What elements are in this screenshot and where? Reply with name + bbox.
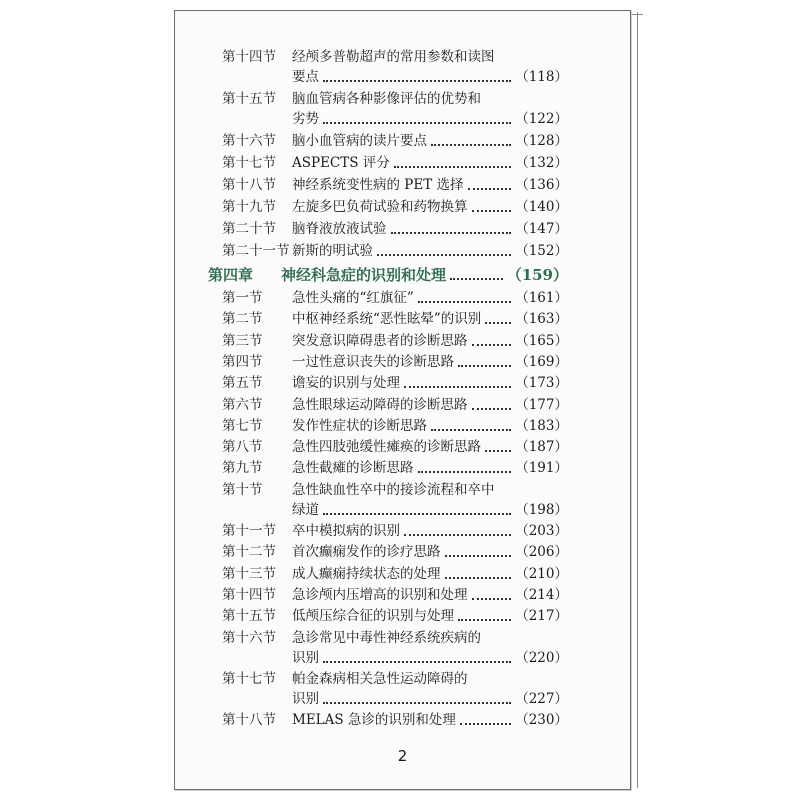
- toc-entry: [175, 458, 630, 478]
- dot-leader: [472, 344, 511, 346]
- section-number: 第一节: [222, 290, 263, 306]
- dot-leader: [418, 471, 511, 473]
- toc-entry: [175, 352, 630, 372]
- section-number: 第十四节: [222, 49, 276, 65]
- section-number: 第二节: [222, 311, 263, 328]
- toc-entry: [175, 416, 630, 436]
- section-page-number: （152）: [515, 243, 568, 259]
- toc-entry: [175, 288, 630, 308]
- toc-entry: [175, 585, 630, 605]
- section-title: 一过性意识丧失的诊断思路: [292, 353, 454, 370]
- section-title: 急性缺血性卒中的接诊流程和卒中: [292, 481, 495, 498]
- toc-entry: [175, 89, 630, 109]
- section-number: 第十二节: [222, 544, 276, 561]
- section-number: 第九节: [222, 460, 263, 477]
- chapter-title: 神经科急症的识别和处理: [281, 266, 447, 284]
- toc-entry: [175, 606, 630, 626]
- dot-leader: [323, 702, 511, 704]
- section-number: 第十一节: [222, 523, 276, 539]
- section-page-number: （169）: [515, 353, 568, 370]
- section-page-number: （206）: [515, 544, 568, 561]
- toc-entry: [175, 395, 630, 415]
- section-title-continuation: 要点: [292, 69, 319, 85]
- dot-leader: [391, 232, 511, 234]
- section-title: 卒中模拟病的识别: [292, 523, 400, 539]
- section-page-number: （140）: [515, 199, 568, 215]
- chapter-page-number: （159）: [506, 266, 568, 284]
- section-number: 第十三节: [222, 565, 276, 582]
- dot-leader: [460, 723, 511, 725]
- section-title: MELAS 急诊的识别和处理: [292, 712, 456, 729]
- section-number: 第十八节: [222, 712, 276, 729]
- section-number: 第十六节: [222, 629, 276, 646]
- section-page-number: （122）: [515, 111, 568, 127]
- dot-leader: [431, 429, 511, 431]
- section-page-number: （177）: [515, 396, 568, 413]
- section-page-number: （230）: [515, 712, 568, 729]
- section-number: 第十六节: [222, 133, 276, 149]
- toc-entry: [175, 197, 630, 217]
- section-number: 第二十节: [222, 221, 276, 237]
- section-title: 神经系统变性病的 PET 选择: [292, 177, 464, 193]
- dot-leader: [485, 450, 511, 452]
- book-page: [174, 10, 631, 790]
- toc-entry-continuation: [175, 689, 630, 709]
- dot-leader: [323, 513, 511, 515]
- toc-entry: [175, 669, 630, 689]
- section-title-continuation: 识别: [292, 649, 319, 666]
- section-title: 急性头痛的“红旗征”: [292, 290, 414, 306]
- page-edge-line: [637, 12, 638, 788]
- dot-leader: [445, 577, 511, 579]
- section-page-number: （161）: [515, 290, 568, 306]
- section-title: 谵妄的识别与处理: [292, 375, 400, 392]
- section-number: 第八节: [222, 439, 263, 456]
- section-title: 急性眼球运动障碍的诊断思路: [292, 396, 468, 413]
- section-page-number: （217）: [515, 608, 568, 625]
- dot-leader: [472, 598, 511, 600]
- section-title: 急诊颅内压增高的识别和处理: [292, 586, 468, 603]
- section-page-number: （214）: [515, 586, 568, 603]
- section-page-number: （227）: [515, 690, 568, 707]
- toc-entry: [175, 437, 630, 457]
- chapter-number: 第四章: [208, 266, 254, 284]
- section-page-number: （187）: [515, 439, 568, 456]
- section-title: 脑小血管病的读片要点: [292, 133, 427, 149]
- section-page-number: （210）: [515, 565, 568, 582]
- section-title-continuation: 劣势: [292, 111, 319, 127]
- section-title: 经颅多普勒超声的常用参数和读图: [292, 49, 495, 65]
- toc-entry: [175, 521, 630, 541]
- section-number: 第十九节: [222, 199, 276, 215]
- toc-entry: [175, 47, 630, 67]
- section-title: 脑血管病各种影像评估的优势和: [292, 91, 481, 107]
- section-number: 第十八节: [222, 177, 276, 193]
- section-number: 第十七节: [222, 155, 276, 171]
- dot-leader: [450, 278, 503, 280]
- toc-entry: [175, 175, 630, 195]
- toc-entry: [175, 564, 630, 584]
- dot-leader: [323, 80, 511, 82]
- section-title: 急性截瘫的诊断思路: [292, 460, 414, 477]
- section-page-number: （128）: [515, 133, 568, 149]
- toc-entry: [175, 628, 630, 648]
- section-number: 第十五节: [222, 608, 276, 625]
- section-title: 急诊常见中毒性神经系统疾病的: [292, 629, 481, 646]
- section-page-number: （136）: [515, 177, 568, 193]
- dot-leader: [377, 254, 511, 256]
- section-number: 第十节: [222, 481, 263, 498]
- dot-leader: [472, 210, 511, 212]
- section-number: 第七节: [222, 417, 263, 434]
- toc-entry: [175, 309, 630, 329]
- section-title: 急性四肢弛缓性瘫痪的诊断思路: [292, 439, 481, 456]
- section-page-number: （147）: [515, 221, 568, 237]
- dot-leader: [485, 322, 511, 324]
- section-title: 新斯的明试验: [292, 243, 373, 259]
- section-page-number: （191）: [515, 460, 568, 477]
- section-title: 首次癫痫发作的诊疗思路: [292, 544, 441, 561]
- section-number: 第六节: [222, 396, 263, 413]
- toc-entry-continuation: [175, 648, 630, 668]
- dot-leader: [431, 144, 511, 146]
- section-title-continuation: 识别: [292, 690, 319, 707]
- dot-leader: [418, 301, 511, 303]
- dot-leader: [458, 619, 511, 621]
- dot-leader: [458, 365, 511, 367]
- section-title: 低颅压综合征的识别与处理: [292, 608, 454, 625]
- dot-leader: [472, 408, 511, 410]
- section-page-number: （203）: [515, 523, 568, 539]
- chapter-row: [175, 265, 630, 285]
- dot-leader: [468, 188, 511, 190]
- section-title-continuation: 绿道: [292, 501, 319, 518]
- section-title: 突发意识障碍患者的诊断思路: [292, 332, 468, 349]
- toc-entry-continuation: [175, 67, 630, 87]
- section-number: 第四节: [222, 353, 263, 370]
- section-number: 第十四节: [222, 586, 276, 603]
- section-page-number: （163）: [515, 311, 568, 328]
- section-title: 左旋多巴负荷试验和药物换算: [292, 199, 468, 215]
- section-page-number: （118）: [515, 69, 568, 85]
- section-number: 第二十一节: [222, 243, 290, 259]
- section-number: 第五节: [222, 375, 263, 392]
- section-title: 成人癫痫持续状态的处理: [292, 565, 441, 582]
- dot-leader: [394, 166, 511, 168]
- dot-leader: [404, 534, 511, 536]
- section-page-number: （132）: [515, 155, 568, 171]
- section-number: 第三节: [222, 332, 263, 349]
- toc-entry: [175, 480, 630, 500]
- section-title: 发作性症状的诊断思路: [292, 417, 427, 434]
- dot-leader: [404, 386, 511, 388]
- section-title: 中枢神经系统“恶性眩晕”的识别: [292, 311, 482, 328]
- page-number: 2: [397, 747, 408, 765]
- dot-leader: [445, 555, 511, 557]
- dot-leader: [323, 661, 511, 663]
- toc-entry-continuation: [175, 500, 630, 520]
- section-page-number: （220）: [515, 649, 568, 666]
- toc-entry: [175, 241, 630, 261]
- toc-entry-continuation: [175, 109, 630, 129]
- section-number: 第十五节: [222, 91, 276, 107]
- section-page-number: （165）: [515, 332, 568, 349]
- page-edge-tick: [629, 14, 643, 15]
- toc-entry: [175, 331, 630, 351]
- toc-entry: [175, 219, 630, 239]
- toc-entry: [175, 710, 630, 730]
- section-title: 脑脊液放液试验: [292, 221, 387, 237]
- toc-entry: [175, 373, 630, 393]
- section-title: 帕金森病相关急性运动障碍的: [292, 670, 468, 687]
- section-title: ASPECTS 评分: [292, 155, 390, 171]
- section-page-number: （183）: [515, 417, 568, 434]
- dot-leader: [323, 122, 511, 124]
- section-page-number: （198）: [515, 501, 568, 518]
- toc-entry: [175, 542, 630, 562]
- section-page-number: （173）: [515, 375, 568, 392]
- toc-entry: [175, 153, 630, 173]
- toc-entry: [175, 131, 630, 151]
- table-of-contents: [175, 11, 630, 789]
- section-number: 第十七节: [222, 670, 276, 687]
